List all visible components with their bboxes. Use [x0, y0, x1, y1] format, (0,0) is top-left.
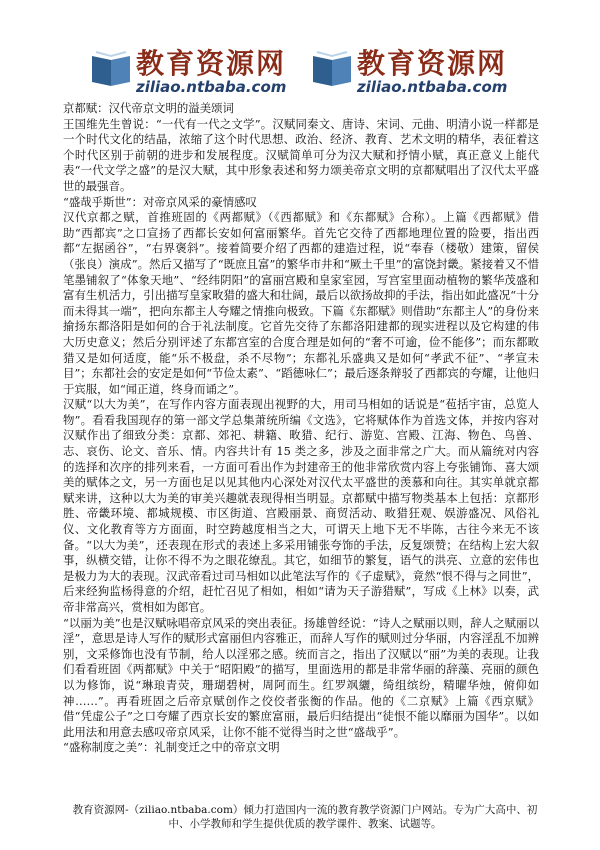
brand-url: ziliao.ntbaba.com: [357, 78, 508, 96]
article-title: 京都赋：汉代帝京文明的溢美颂词: [63, 101, 234, 115]
paragraph-intro: 王国维先生曾说：“一代有一代之文学”。汉赋同秦文、唐诗、宋词、元曲、明清小说一样都是一个时代文化的结晶，浓缩了这个时代思想、政治、经济、教育、艺术文明的精华，表征着这个时代区别于前朝的进步和发展程度。汉赋简单可分为汉大赋和抒情小赋，真正意义上能代表“一代文学之盛”的是汉大赋，其中形象表述和努力颂美帝京文明的京都赋唱出了汉代太平盛世的最强音。: [63, 116, 539, 193]
brand-text: 教育资源网: [136, 47, 287, 80]
site-logo-right[interactable]: [303, 38, 524, 98]
paragraph-yidaweimei: 汉赋“以大为美”，在写作内容方面表现出视野的大，用司马相如的话说是“苞括宇宙，总览人物”。看看我国现存的第一部文学总集萧统所编《文选》，它将赋体作为首选文体，并按内容对汉赋作出了细致分类：京都、郊祀、耕籍、畋猎、纪行、游览、宫殿、江海、物色、鸟兽、志、哀伤、论文、音乐、情。内容共计有 15 类之多，涉及之面非常之广大。而从篇统对内容的选择和次序的排列来看，一方面可看出作为封建帝王的他非常欣赏内容上夸张铺饰、喜大颂美的赋体之文，另一方面也足以见其他内心深处对汉代太平盛世的羡慕和向往。其实单就京都赋来讲，这种以大为美的审美兴趣就表现得相当明显。京都赋中描写物类基本上包括：京都形胜、帝畿环境、都城规模、市区街道、宫殿丽景、商贸活动、畋猎狂观、娱游盛况、风俗礼仪、文化教育等方方面面，时空跨越度相当之大，可谓天上地下无不毕陈，古往今来无不该备。“以大为美”，还表现在形式的表述上多采用铺张夸饰的手法，反复颂赞；在结构上宏大叙事，纵横交错，让你不得不为之眼花缭乱。其它，如细节的繁复，语气的洪亮、立意的宏伟也是极力为大的表现。汉武帝看过司马相如以此笔法写作的《子虚赋》，竟然“恨不得与之同世”，后来经狗监杨得意的介绍，赶忙召见了相如，相如“请为天子游猎赋”，写成《上林》以奏，武帝非常高兴，赏相如为郎官。: [63, 397, 539, 614]
book-icon: [309, 48, 355, 88]
site-logo-left[interactable]: [82, 38, 303, 98]
brand-url: ziliao.ntbaba.com: [136, 78, 287, 96]
header-banner: [82, 38, 525, 98]
section-heading-1: “盛哉乎斯世”：对帝京风采的豪情感叹: [63, 194, 257, 209]
book-icon: [88, 48, 134, 88]
brand-text: 教育资源网: [357, 47, 508, 80]
paragraph-liangdu: 汉代京都之赋，首推班固的《两都赋》（《西都赋》和《东都赋》合称）。上篇《西都赋》借助“西都宾”之口宣扬了西都长安如何富丽繁华。首先它交待了西都地理位置的险要，指出西都“左据函谷”，“右界褒斜”。接着简要介绍了西都的建造过程，说“奉春（楼敬）建策，留侯（张良）演成”。然后又描写了“既庶且富”的繁华市井和“厥土千里”的富饶封畿。紧接着又不惜笔墨铺叙了“体象天地”、“经纬阴阳”的富丽宫殿和皇家室园，写宫室里面动植物的繁华茂盛和富有生机活力，引出描写皇家畋猎的盛大和壮阔，最后以欲扬故抑的手法，指出如此盛况“十分而未得其一端”，把向东都主人夸耀之情推向极致。下篇《东都赋》则借助“东都主人”的身份来揄扬东都洛阳是如何的合于礼法制度。它首先交待了东都洛阳建都的现实进程以及它构建的伟大历史意义；然后分别评述了东都宫室的合度合理是如何的“奢不可逾，俭不能侈”；而东都畋猎又是如何适度，能“乐不极盘，杀不尽物”；东都礼乐盛典又是如何“孝武不征”、“孝宣未目”；东都社会的安定是如何“节俭太素”、“蹈德咏仁”；最后逐条辩驳了西都宾的夸耀，让他归于宾服，如“闻正道，终身而诵之”。: [63, 210, 539, 396]
section-heading-2: “盛称制度之美”：礼制变迁之中的帝京文明: [63, 740, 280, 755]
paragraph-yiliweimei: “以丽为美”也是汉赋咏唱帝京风采的突出表征。扬雄曾经说：“诗人之赋丽以则，辞人之赋丽以淫”，意思是诗人写作的赋形式富丽但内容雅正，而辞人写作的赋则过分华丽，内容淫乱不加辨别，文采修饰也没有节制，给人以淫邪之感。统而言之，指出了汉赋以“丽”为美的表现。让我们看看班固《两都赋》中关于“昭阳殿”的描写，里面选用的都是非常华丽的辞藻、亮丽的颜色以为修饰，说“琳琅青荧，珊瑚碧树，周阿而生。红罗飒纚，绮组缤纷，精曜华烛，俯仰如神……”。再看班固之后帝京赋创作之佼佼者张衡的作品。他的《二京赋》上篇《西京赋》借“凭虚公子”之口夸耀了西京长安的繁庶富丽，最后归结提出“徒恨不能以靡丽为国华”。以如此用法和用意去感叹帝京风采，让你不能不觉得当时之世“盛哉乎”。: [63, 615, 539, 739]
article-body: [63, 101, 539, 756]
page-footer: 教育资源网-（ziliao.ntbaba.com）倾力打造国内一流的教育教学资源门户网站。专为广大高中、初中、小学教师和学生提供优质的教学课件、教案、试题等。: [72, 804, 538, 830]
